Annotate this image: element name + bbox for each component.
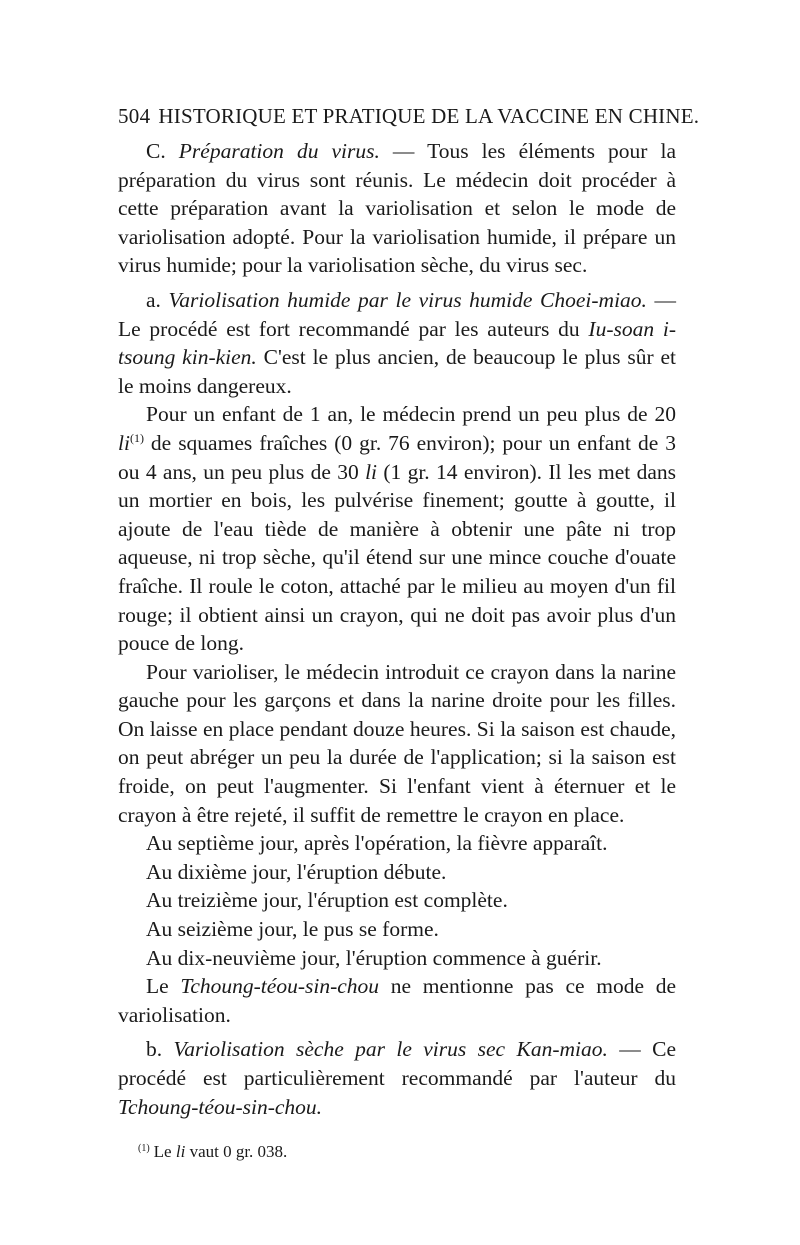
paragraph-text: ne mentionne pas ce mode de variolisation. (118, 974, 676, 1027)
footnote (118, 1141, 676, 1163)
timeline-line: Au dix-neuvième jour, l'éruption commence à guérir. (146, 945, 602, 970)
page-number: 504 (118, 104, 151, 128)
page-body (118, 104, 700, 1163)
running-header (118, 104, 700, 129)
timeline-line: Au treizième jour, l'éruption est complète. (146, 888, 508, 913)
paragraph-dosage (118, 400, 676, 657)
timeline-line: Au septième jour, après l'opération, la fièvre apparaît. (146, 831, 608, 856)
paragraph-mention (118, 972, 676, 1029)
timeline-line: Au dixième jour, l'éruption débute. (146, 859, 447, 884)
book-title: Tchoung-téou-sin-chou. (118, 1094, 323, 1119)
paragraph-text: de squames fraîches (0 gr. 76 environ); pour un enfant de 3 ou 4 ans, un peu plus de 30 (118, 430, 676, 484)
footnote-mark: (1) (138, 1142, 150, 1154)
paragraph-text: (1 gr. 14 environ). Il les met dans un mortier en bois, les pulvérise finement; goutte à goutte, il ajoute de l'eau tiède de manière à obtenir une pâte ni trop aqueuse, ni trop sèche, qu'il étend sur une mince couche d'ouate fraîche. Il roule le coton, attaché par le milieu au moyen d'un fil rouge; il obtient ainsi un crayon, qui ne doit pas avoir plus d'un pouce de long. (118, 459, 676, 656)
unit-term: li (118, 430, 130, 455)
timeline-line: Au seizième jour, le pus se forme. (146, 917, 439, 942)
section-letter: a. (146, 287, 169, 312)
unit-term: li (175, 1142, 186, 1162)
paragraph-text: Pour varioliser, le médecin introduit ce crayon dans la narine gauche pour les garçons et dans la narine droite pour les filles. On laisse en place pendant douze heures. Si la saison est chaude, on peut abréger un peu la durée de l'application; si la saison est froide, on peut l'augmenter. Si l'enfant vient à éternuer et le crayon à être rejeté, il suffit de remettre le crayon en place. (118, 659, 676, 827)
paragraph-text: — Le procédé est fort recommandé par les auteurs du (118, 287, 676, 341)
paragraph-procedure (118, 658, 676, 830)
paragraph-variolisation-seche (118, 1035, 676, 1121)
paragraph-text: Le (146, 974, 181, 999)
section-heading: Variolisation sèche par le virus sec Kan-miao. (173, 1037, 608, 1062)
paragraph-text: C'est le plus ancien, de beaucoup le plus sûr et le moins dangereux. (118, 345, 676, 398)
footnote-reference: (1) (129, 430, 144, 445)
unit-term: li (365, 459, 378, 484)
paragraph-text: — Ce procédé est particulièrement recommandé par l'auteur du (118, 1037, 677, 1090)
paragraph-variolisation-humide (118, 286, 676, 400)
paragraph-text: Pour un enfant de 1 an, le médecin prend un peu plus de 20 (146, 402, 676, 427)
section-heading: Préparation du virus. (178, 139, 380, 163)
book-title: Iu-soan i-tsoung kin-kien. (118, 316, 676, 370)
section-letter: C. (146, 139, 179, 163)
footnote-text: vaut 0 gr. 038. (185, 1142, 288, 1162)
section-letter: b. (146, 1037, 174, 1062)
paragraph-text: — Tous les éléments pour la préparation du virus sont réunis. Le médecin doit procéder à cette préparation avant la variolisation et selon le mode de variolisation adopté. Pour la variolisation humide, il prépare un virus humide; pour la variolisation sèche, du virus sec. (118, 139, 677, 278)
section-heading: Variolisation humide par le virus humide Choei-miao. (168, 287, 647, 312)
footnote-text: Le (153, 1142, 176, 1162)
paragraph-preparation-virus (118, 137, 676, 280)
book-title: Tchoung-téou-sin-chou (180, 974, 380, 999)
running-title: HISTORIQUE ET PRATIQUE DE LA VACCINE EN CHINE. (158, 104, 700, 128)
